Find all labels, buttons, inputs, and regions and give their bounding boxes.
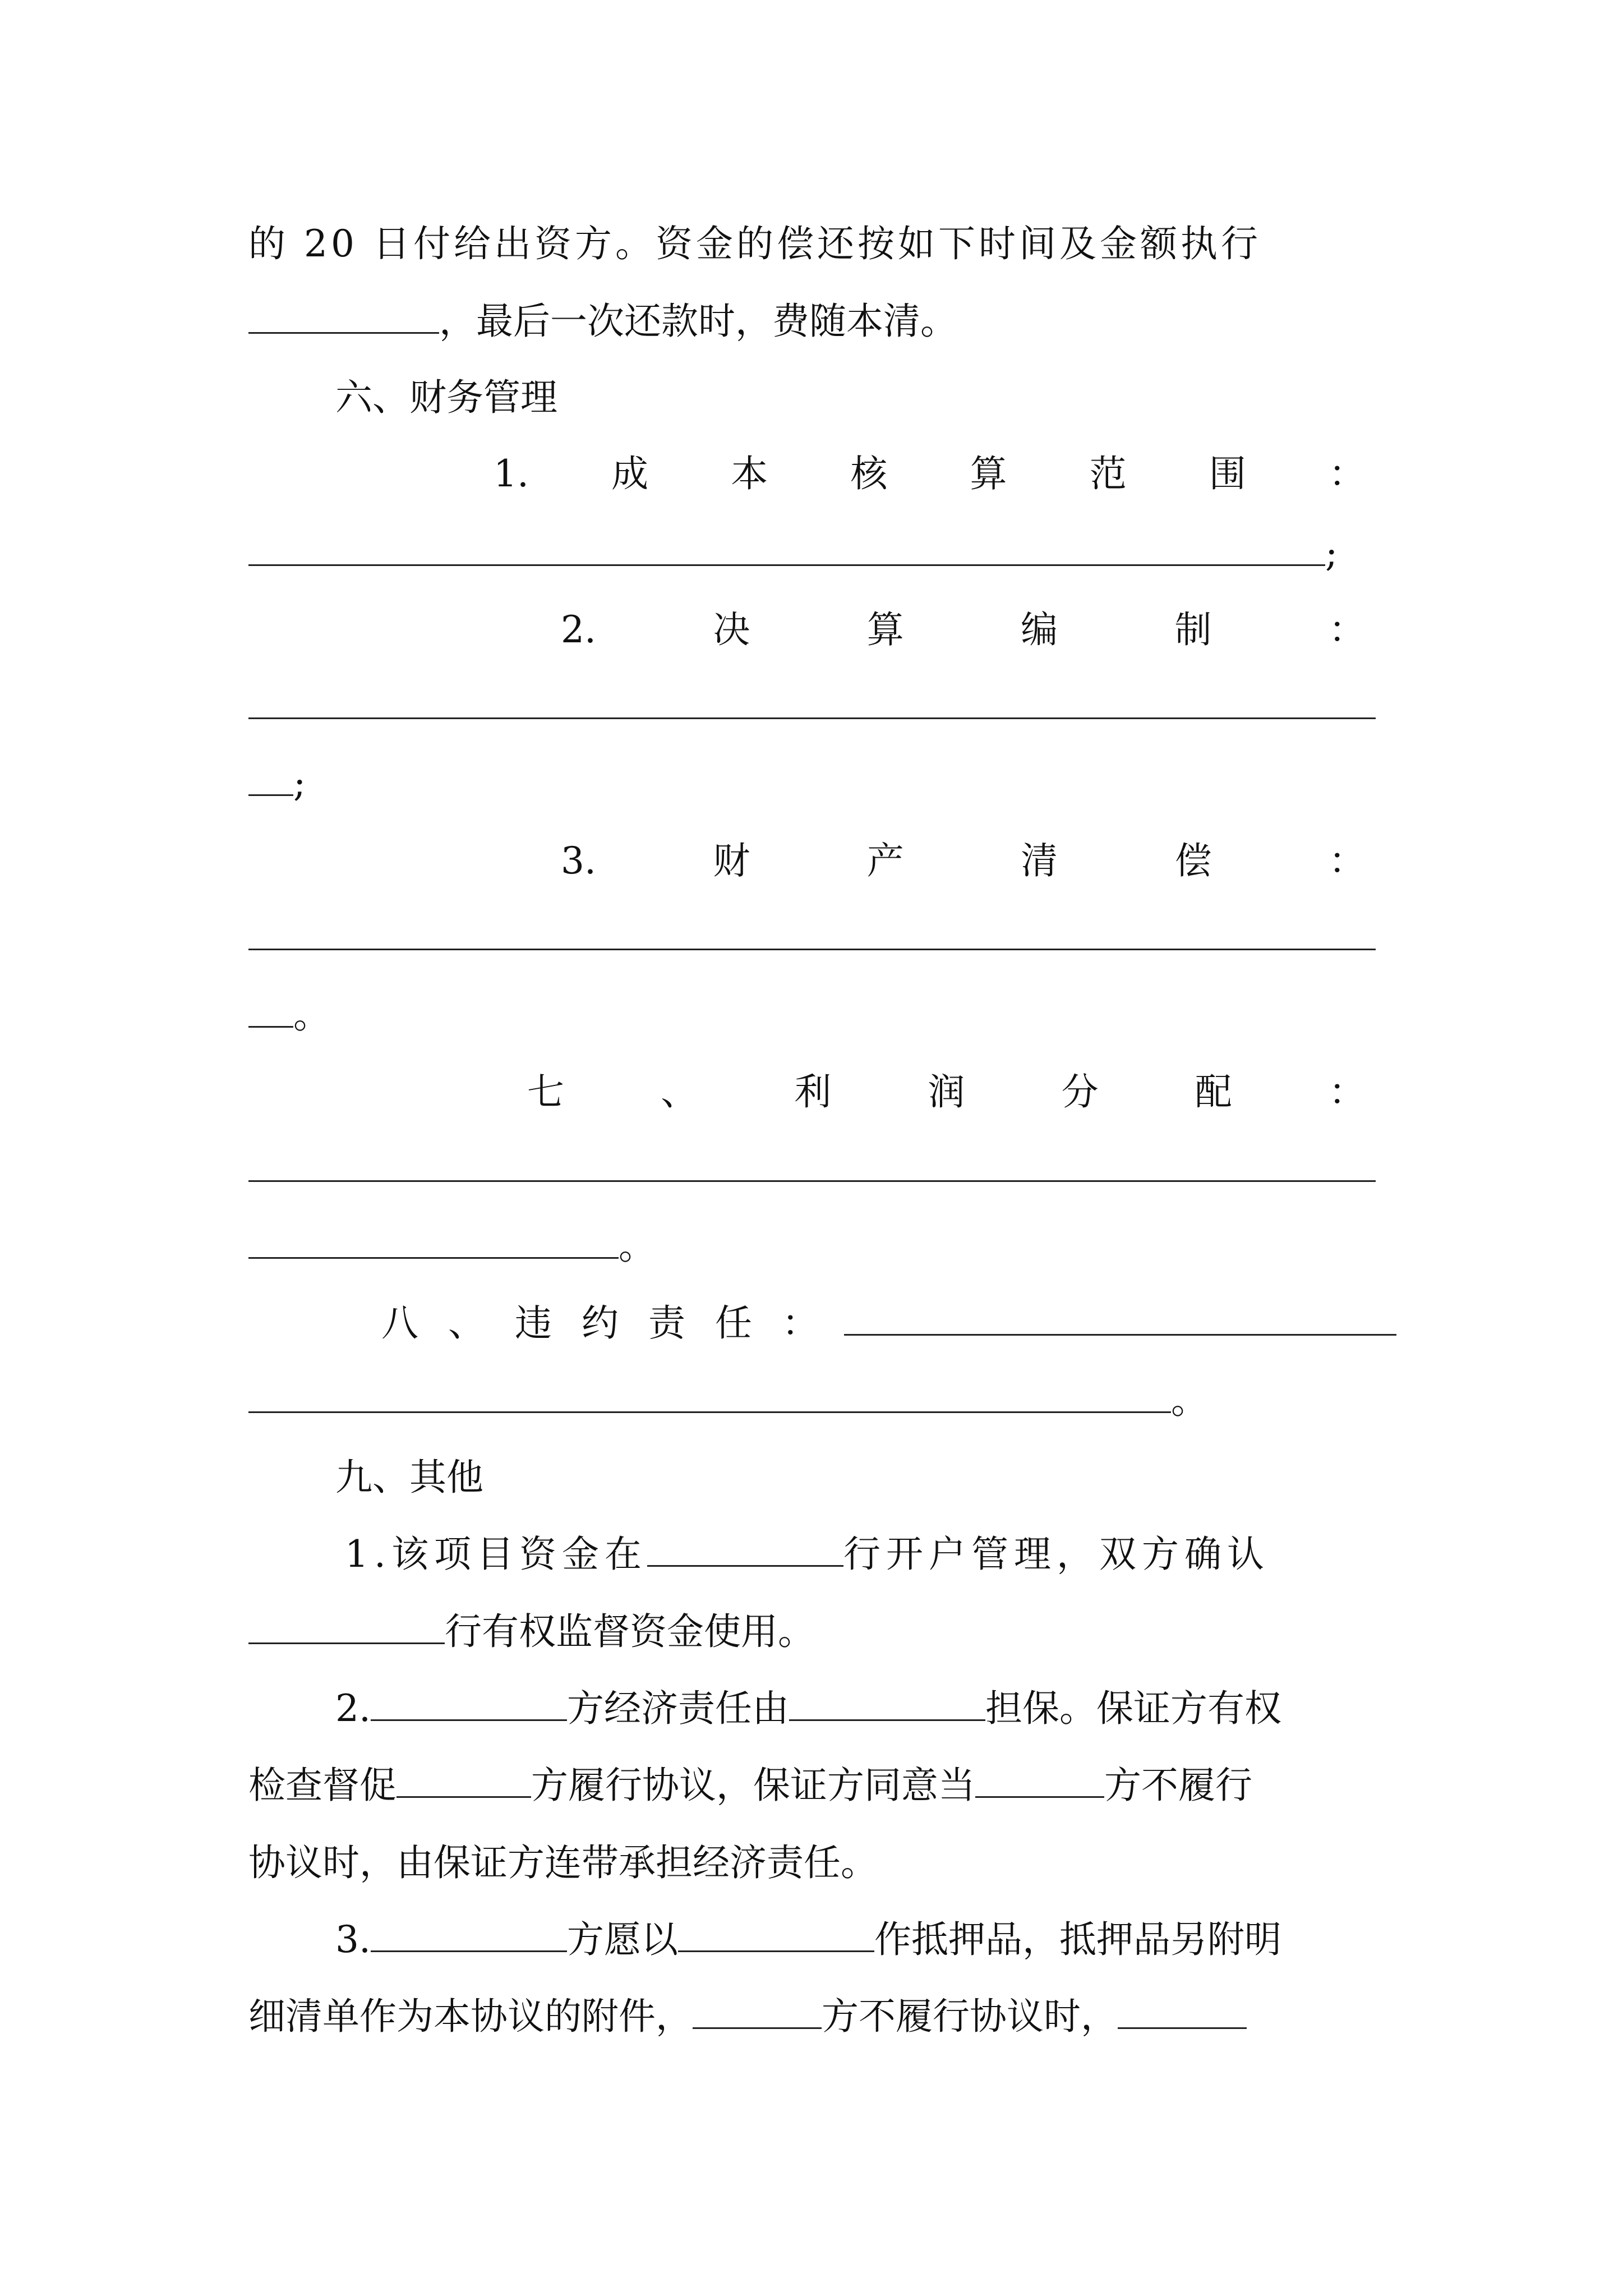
- text-segment: 行开户管理，双方确认: [843, 1533, 1270, 1576]
- fill-blank[interactable]: [647, 1530, 843, 1567]
- section-9-heading: 九、其他: [335, 1456, 483, 1499]
- section-9-item-2-line-2: [248, 1760, 1252, 1811]
- text-segment: 方不履行协议时，: [822, 1995, 1118, 2038]
- fill-blank[interactable]: [789, 1685, 985, 1721]
- text-segment: 作抵押品，抵押品另附明: [874, 1918, 1281, 1961]
- section-6-item-3-label: [561, 836, 1366, 886]
- punctuation: 。: [619, 1225, 656, 1268]
- fill-blank[interactable]: [371, 1916, 567, 1952]
- label-char: 1.: [494, 452, 529, 495]
- label-char: 编: [1021, 608, 1058, 651]
- text-segment: 3.: [335, 1918, 371, 1961]
- section-9-item-2-line-1: [335, 1683, 1281, 1734]
- label-char: ：: [1328, 452, 1366, 495]
- label-char: 偿: [1174, 839, 1212, 882]
- section-7-heading: [527, 1067, 1366, 1117]
- label-char: 围: [1209, 452, 1246, 495]
- label-char: 责: [648, 1301, 685, 1345]
- label-char: 任: [715, 1301, 752, 1345]
- section-6-item-3-fill-b: [248, 990, 330, 1041]
- label-char: 清: [1021, 839, 1058, 882]
- text-segment: 2.: [335, 1687, 371, 1730]
- fill-blank[interactable]: [844, 1299, 1396, 1336]
- text-segment: 担保。保证方有权: [985, 1687, 1281, 1730]
- fill-blank[interactable]: [371, 1685, 567, 1721]
- intro-line-2-text: ，最后一次还款时，费随本清。: [439, 300, 957, 343]
- text-segment: 方经济责任由: [566, 1687, 789, 1730]
- fill-blank[interactable]: [248, 760, 293, 796]
- fill-blank[interactable]: [248, 914, 1376, 950]
- label-char: 违: [515, 1301, 552, 1345]
- label-char: ：: [1328, 608, 1366, 651]
- fill-blank[interactable]: [248, 297, 439, 334]
- label-char: 决: [713, 608, 750, 651]
- label-char: 产: [866, 839, 904, 882]
- section-6-item-1-fill: [248, 528, 1338, 579]
- label-char: 成: [611, 452, 649, 495]
- label-char: 七: [527, 1070, 564, 1114]
- fill-blank[interactable]: [248, 991, 293, 1028]
- section-6-heading: 六、财务管理: [335, 376, 557, 419]
- section-9-item-3-line-2: [248, 1991, 1247, 2042]
- fill-blank[interactable]: [693, 1993, 822, 2029]
- text-segment: 行有权监督资金使用。: [445, 1610, 815, 1653]
- section-6-item-2-label: [561, 605, 1366, 655]
- punctuation: 。: [1171, 1379, 1208, 1422]
- text-segment: 检查督促: [248, 1764, 396, 1807]
- label-char: 约: [582, 1301, 619, 1345]
- fill-blank[interactable]: [248, 1222, 619, 1259]
- text-segment: 方愿以: [566, 1918, 678, 1961]
- text-segment: 细清单作为本协议的附件，: [248, 1995, 693, 2038]
- label-char: 润: [928, 1070, 965, 1114]
- section-9-item-2-line-3: 协议时，由保证方连带承担经济责任。: [248, 1841, 878, 1884]
- section-9-item-1-line-2: [248, 1607, 815, 1657]
- section-6-item-1-label: [494, 449, 1366, 499]
- punctuation: ;: [293, 762, 306, 805]
- fill-blank[interactable]: [248, 530, 1325, 566]
- fill-blank[interactable]: [248, 683, 1376, 719]
- fill-blank[interactable]: [1118, 1993, 1247, 2029]
- label-char: ：: [1328, 839, 1366, 882]
- section-9-item-3-line-1: [335, 1915, 1281, 1965]
- label-char: 2.: [561, 608, 596, 651]
- fill-blank[interactable]: [248, 1608, 445, 1644]
- text-segment: 1.该项目资金在: [345, 1533, 647, 1576]
- label-char: 制: [1174, 608, 1212, 651]
- fill-blank[interactable]: [678, 1916, 874, 1952]
- label-char: 、: [661, 1070, 698, 1114]
- label-char: 利: [794, 1070, 832, 1114]
- section-7-fill-b: [248, 1221, 656, 1272]
- text-segment: 方履行协议，保证方同意当: [531, 1764, 975, 1807]
- intro-line-2: [248, 296, 957, 347]
- fill-blank[interactable]: [248, 1377, 1171, 1413]
- label-char: 3.: [561, 839, 596, 882]
- label-char: 配: [1195, 1070, 1232, 1114]
- section-8-heading: [381, 1298, 1396, 1349]
- label-char: ：: [782, 1301, 819, 1345]
- fill-blank[interactable]: [248, 1145, 1376, 1182]
- section-7-fill-a: [248, 1144, 1376, 1195]
- label-char: ：: [1328, 1070, 1366, 1114]
- section-9-item-1-line-1: [345, 1529, 1270, 1580]
- label-char: 算: [866, 608, 904, 651]
- fill-blank[interactable]: [975, 1761, 1104, 1798]
- punctuation: ;: [1325, 532, 1338, 575]
- label-char: 分: [1061, 1070, 1099, 1114]
- label-char: 范: [1089, 452, 1127, 495]
- label-char: 算: [970, 452, 1007, 495]
- section-6-item-2-fill-a: [248, 682, 1376, 732]
- text-segment: 方不履行: [1104, 1764, 1252, 1807]
- label-char: 八: [381, 1301, 418, 1345]
- section-6-item-2-fill-b: [248, 758, 306, 809]
- punctuation: 。: [293, 993, 330, 1037]
- fill-blank[interactable]: [396, 1761, 531, 1798]
- label-char: 财: [713, 839, 750, 882]
- intro-line-1: 的 20 日付给出资方。资金的偿还按如下时间及金额执行: [248, 222, 1261, 265]
- label-char: 本: [731, 452, 768, 495]
- section-8-fill: [248, 1375, 1208, 1426]
- section-6-item-3-fill-a: [248, 913, 1376, 963]
- label-char: 、: [448, 1301, 485, 1345]
- label-char: 核: [850, 452, 888, 495]
